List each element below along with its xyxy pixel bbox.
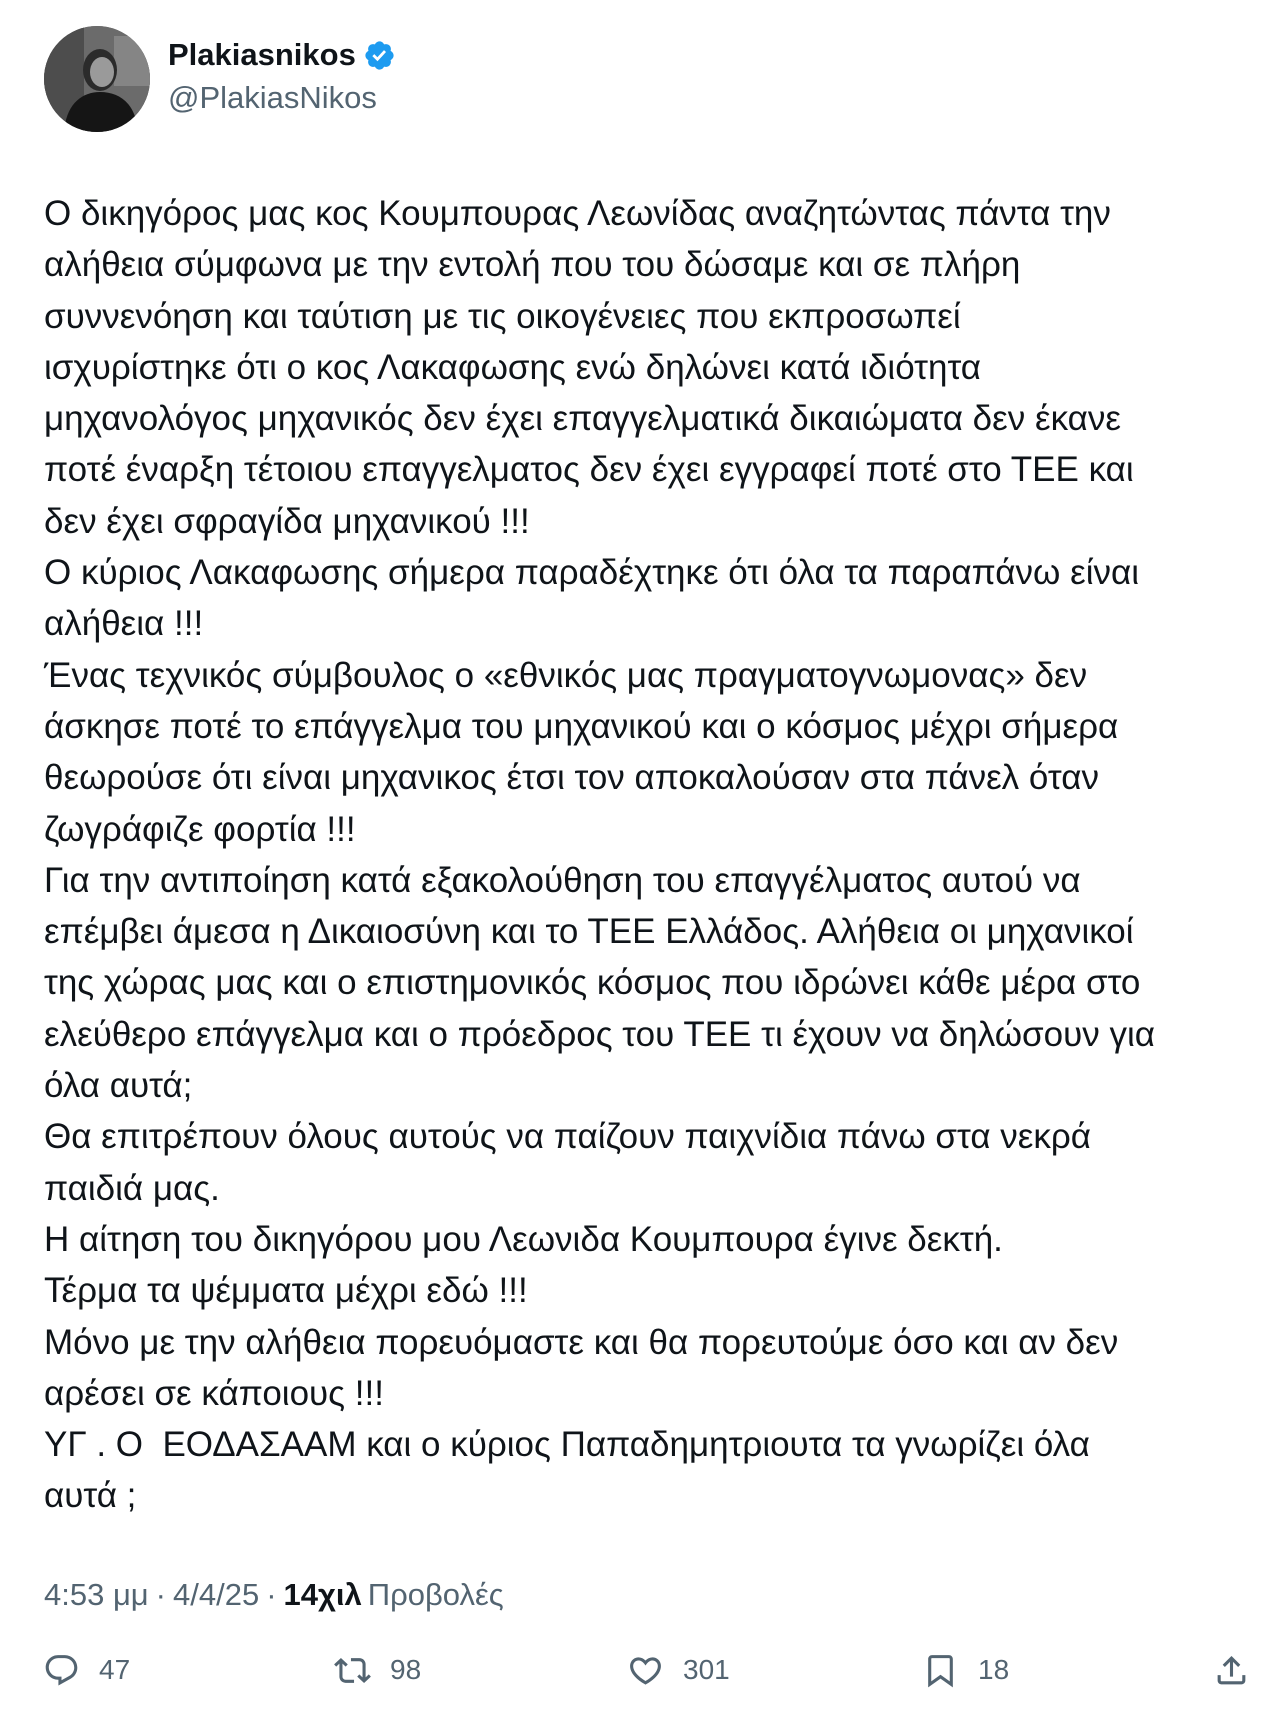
tweet-text-line: Ο κύριος Λακαφωσης σήμερα παραδέχτηκε ότι όλα τα παραπάνω είναι [44,553,1139,593]
tweet-time: 4:53 μμ [44,1577,149,1612]
tweet-text-line: Ένας τεχνικός σύμβουλος ο «εθνικός μας πραγματογνωμονας» δεν [44,655,1088,695]
tweet-text-line: αυτά ; [44,1476,137,1516]
retweet-button[interactable] [334,1650,421,1690]
author-handle[interactable]: @PlakiasNikos [168,80,377,115]
like-button[interactable] [627,1650,730,1690]
tweet-text-line: δεν έχει σφραγίδα μηχανικού !!! [44,501,530,541]
views-count[interactable]: 14χιλ [283,1577,362,1612]
tweet-text-line: παιδιά μας. [44,1168,220,1208]
bookmark-count: 18 [978,1654,1010,1685]
action-bar [0,1650,1284,1690]
views-label: Προβολές [367,1577,504,1612]
author-name[interactable]: Plakiasnikos [168,37,356,72]
tweet-text-line: αλήθεια !!! [44,604,204,644]
share-icon [1213,1652,1250,1689]
bookmark-button[interactable] [922,1650,1009,1690]
share-button[interactable] [1213,1650,1250,1690]
verified-badge-icon [363,39,396,72]
tweet-text-line: ποτέ έναρξη τέτοιου επαγγελματος δεν έχει εγγραφεί ποτέ στο ΤΕΕ και [44,450,1134,490]
tweet-date: 4/4/25 [173,1577,260,1612]
tweet-text-line: αρέσει σε κάποιους !!! [44,1373,384,1413]
timestamp-link[interactable] [44,1577,259,1612]
tweet-text-line: μηχανολόγος μηχανικός δεν έχει επαγγελματικά δικαιώματα δεν έκανε [44,399,1121,439]
tweet-text-line: της χώρας μας και ο επιστημονικός κόσμος που ιδρώνει κάθε μέρα στο [44,963,1141,1003]
tweet-text-line: άσκησε ποτέ το επάγγελμα του μηχανικού και ο κόσμος μέχρι σήμερα [44,706,1119,746]
bookmark-icon [922,1652,959,1689]
tweet-text-line: συννενόηση και ταύτιση με τις οικογένειες που εκπροσωπεί [44,296,961,336]
avatar-photo [44,26,150,132]
tweet-text-line: Ο δικηγόρος μας κος Κουμπουρας Λεωνίδας αναζητώντας πάντα την [44,194,1111,233]
meta-separator: · [155,1577,166,1612]
heart-icon [627,1652,664,1689]
tweet-text-line: όλα αυτά; [44,1066,193,1106]
tweet-text-line: ΥΓ . Ο ΕΟΔΑΣΑΑΜ και ο κύριος Παπαδημητριουτα τα γνωρίζει όλα [44,1425,1090,1465]
tweet-text-line: Θα επιτρέπουν όλους αυτούς να παίζουν παιχνίδια πάνω στα νεκρά [44,1117,1092,1157]
tweet-text-line: θεωρούσε ότι είναι μηχανικος έτσι τον αποκαλούσαν στα πάνελ όταν [44,758,1099,798]
author-name-row [168,35,396,75]
like-count: 301 [683,1654,730,1685]
retweet-icon [334,1652,371,1689]
tweet-meta [44,1575,504,1615]
reply-count: 47 [99,1654,131,1685]
tweet-text-line: Τέρμα τα ψέμματα μέχρι εδώ !!! [44,1271,528,1311]
tweet-text-line: Για την αντιποίηση κατά εξακολούθηση του επαγγέλματος αυτού να [44,860,1081,900]
tweet-text [44,188,1264,1522]
avatar[interactable] [44,26,150,132]
retweet-count: 98 [390,1654,422,1685]
meta-separator: · [266,1577,277,1612]
tweet-text-line: Μόνο με την αλήθεια πορευόμαστε και θα πορευτούμε όσο και αν δεν [44,1322,1119,1362]
tweet-text-line: επέμβει άμεσα η Δικαιοσύνη και το ΤΕΕ Ελλάδος. Αλήθεια οι μηχανικοί [44,912,1134,952]
tweet-text-line: ισχυρίστηκε ότι ο κος Λακαφωσης ενώ δηλώνει κατά ιδιότητα [44,347,982,387]
tweet-text-line: Η αίτηση του δικηγόρου μου Λεωνιδα Κουμπουρα έγινε δεκτή. [44,1219,1003,1259]
tweet-text-line: ελεύθερο επάγγελμα και ο πρόεδρος του ΤΕΕ τι έχουν να δηλώσουν για [44,1014,1155,1054]
tweet-text-line: αλήθεια σύμφωνα με την εντολή που του δώσαμε και σε πλήρη [44,245,1021,285]
tweet-text-line: ζωγράφιζε φορτία !!! [44,809,356,849]
reply-button[interactable] [43,1650,130,1690]
reply-icon [43,1652,80,1689]
